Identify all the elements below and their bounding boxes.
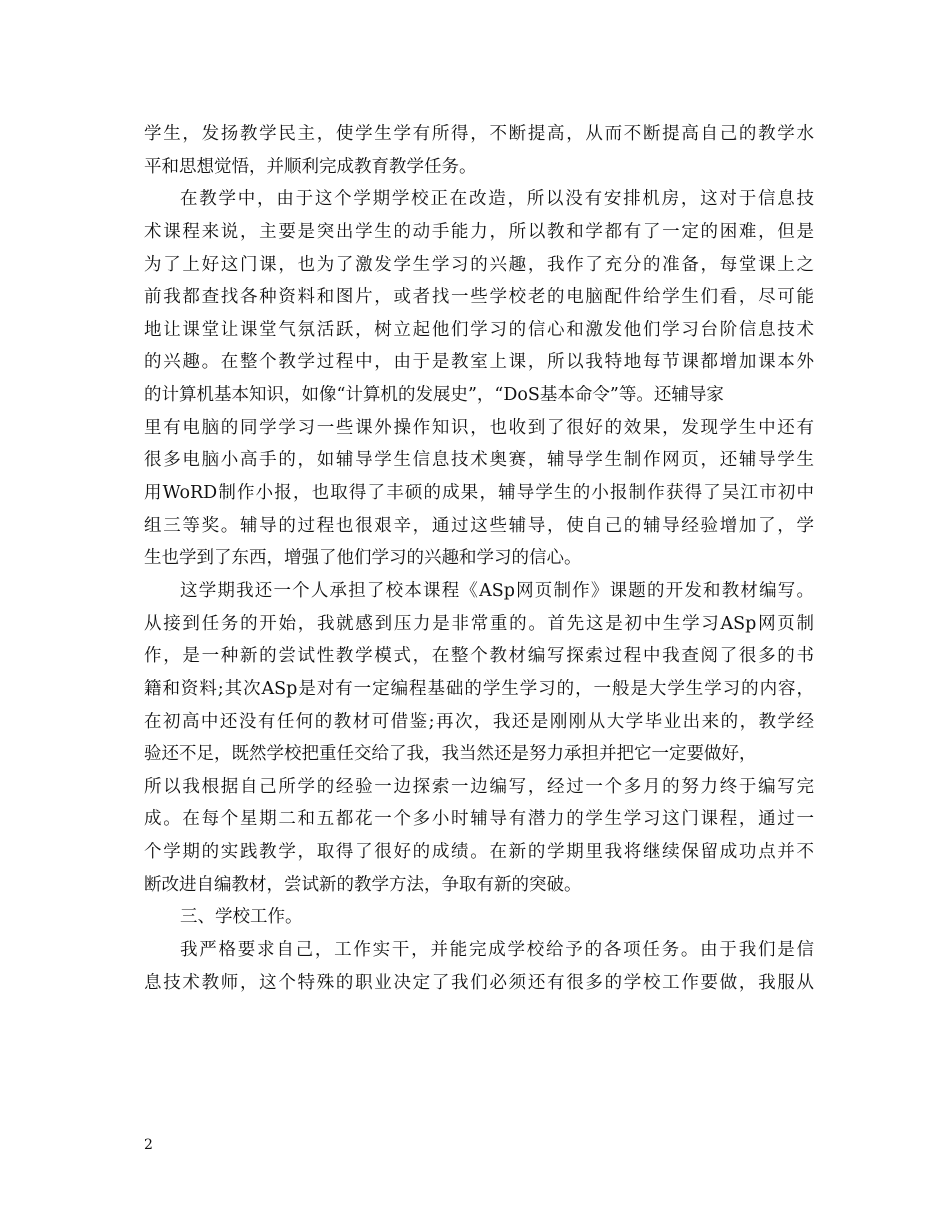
page-number: 2 bbox=[144, 1137, 153, 1153]
text-line: 在初高中还没有任何的教材可借鉴;再次，我还是刚刚从大学毕业出来的，教学经 bbox=[144, 711, 814, 732]
text-line: 断改进自编教材，尝试新的教学方法，争取有新的突破。 bbox=[144, 874, 582, 895]
text-line: 很多电脑小高手的，如辅导学生信息技术奥赛，辅导学生制作网页，还辅导学生 bbox=[144, 450, 814, 471]
text-line: 验还不足，既然学校把重任交给了我，我当然还是努力承担并把它一定要做好， bbox=[144, 744, 757, 765]
text-line: 的计算机基本知识，如像“计算机的发展史”，“DoS基本命令”等。还辅导家 bbox=[144, 385, 724, 406]
text-line: 前我都查找各种资料和图片，或者找一些学校老的电脑配件给学生们看，尽可能 bbox=[144, 287, 814, 308]
text-line: 学生，发扬教学民主，使学生学有所得，不断提高，从而不断提高自己的教学水 bbox=[144, 124, 814, 144]
paragraph-start-line: 在教学中，由于这个学期学校正在改造，所以没有安排机房，这对于信息技 bbox=[180, 189, 814, 210]
text-line: 的兴趣。在整个教学过程中，由于是教室上课，所以我特地每节课都增加课本外 bbox=[144, 352, 814, 373]
text-line: 地让课堂让课堂气氛活跃，树立起他们学习的信心和激发他们学习台阶信息技术 bbox=[144, 319, 814, 340]
text-line: 所以我根据自己所学的经验一边探索一边编写，经过一个多月的努力终于编写完 bbox=[144, 776, 814, 797]
text-line: 从接到任务的开始，我就感到压力是非常重的。首先这是初中生学习ASp网页制 bbox=[144, 613, 814, 634]
text-line: 组三等奖。辅导的过程也很艰辛，通过这些辅导，使自己的辅导经验增加了，学 bbox=[144, 515, 814, 536]
text-line: 个学期的实践教学，取得了很好的成绩。在新的学期里我将继续保留成功点并不 bbox=[144, 842, 814, 863]
body-text bbox=[144, 118, 814, 999]
text-line: 息技术教师，这个特殊的职业决定了我们必须还有很多的学校工作要做，我服从 bbox=[144, 972, 814, 993]
section-heading: 三、学校工作。 bbox=[180, 907, 303, 928]
text-line: 里有电脑的同学学习一些课外操作知识，也收到了很好的效果，发现学生中还有 bbox=[144, 417, 814, 438]
paragraph-start-line: 我严格要求自己，工作实干，并能完成学校给予的各项任务。由于我们是信 bbox=[180, 940, 814, 961]
text-line: 籍和资料;其次ASp是对有一定编程基础的学生学习的，一般是大学生学习的内容， bbox=[144, 678, 814, 699]
text-line: 术课程来说，主要是突出学生的动手能力，所以教和学都有了一定的困难，但是 bbox=[144, 221, 814, 242]
text-line: 作，是一种新的尝试性教学模式，在整个教材编写探索过程中我查阅了很多的书 bbox=[144, 646, 814, 667]
text-line: 成。在每个星期二和五都花一个多小时辅导有潜力的学生学习这门课程，通过一 bbox=[144, 809, 814, 830]
text-line: 用WoRD制作小报，也取得了丰硕的成果，辅导学生的小报制作获得了吴江市初中 bbox=[144, 483, 814, 504]
paragraph-start-line: 这学期我还一个人承担了校本课程《ASp网页制作》课题的开发和教材编写。 bbox=[180, 580, 814, 601]
text-line: 平和思想觉悟，并顺利完成教育教学任务。 bbox=[144, 156, 477, 177]
text-line: 生也学到了东西，增强了他们学习的兴趣和学习的信心。 bbox=[144, 548, 582, 569]
text-line: 为了上好这门课，也为了激发学生学习的兴趣，我作了充分的准备，每堂课上之 bbox=[144, 254, 814, 275]
